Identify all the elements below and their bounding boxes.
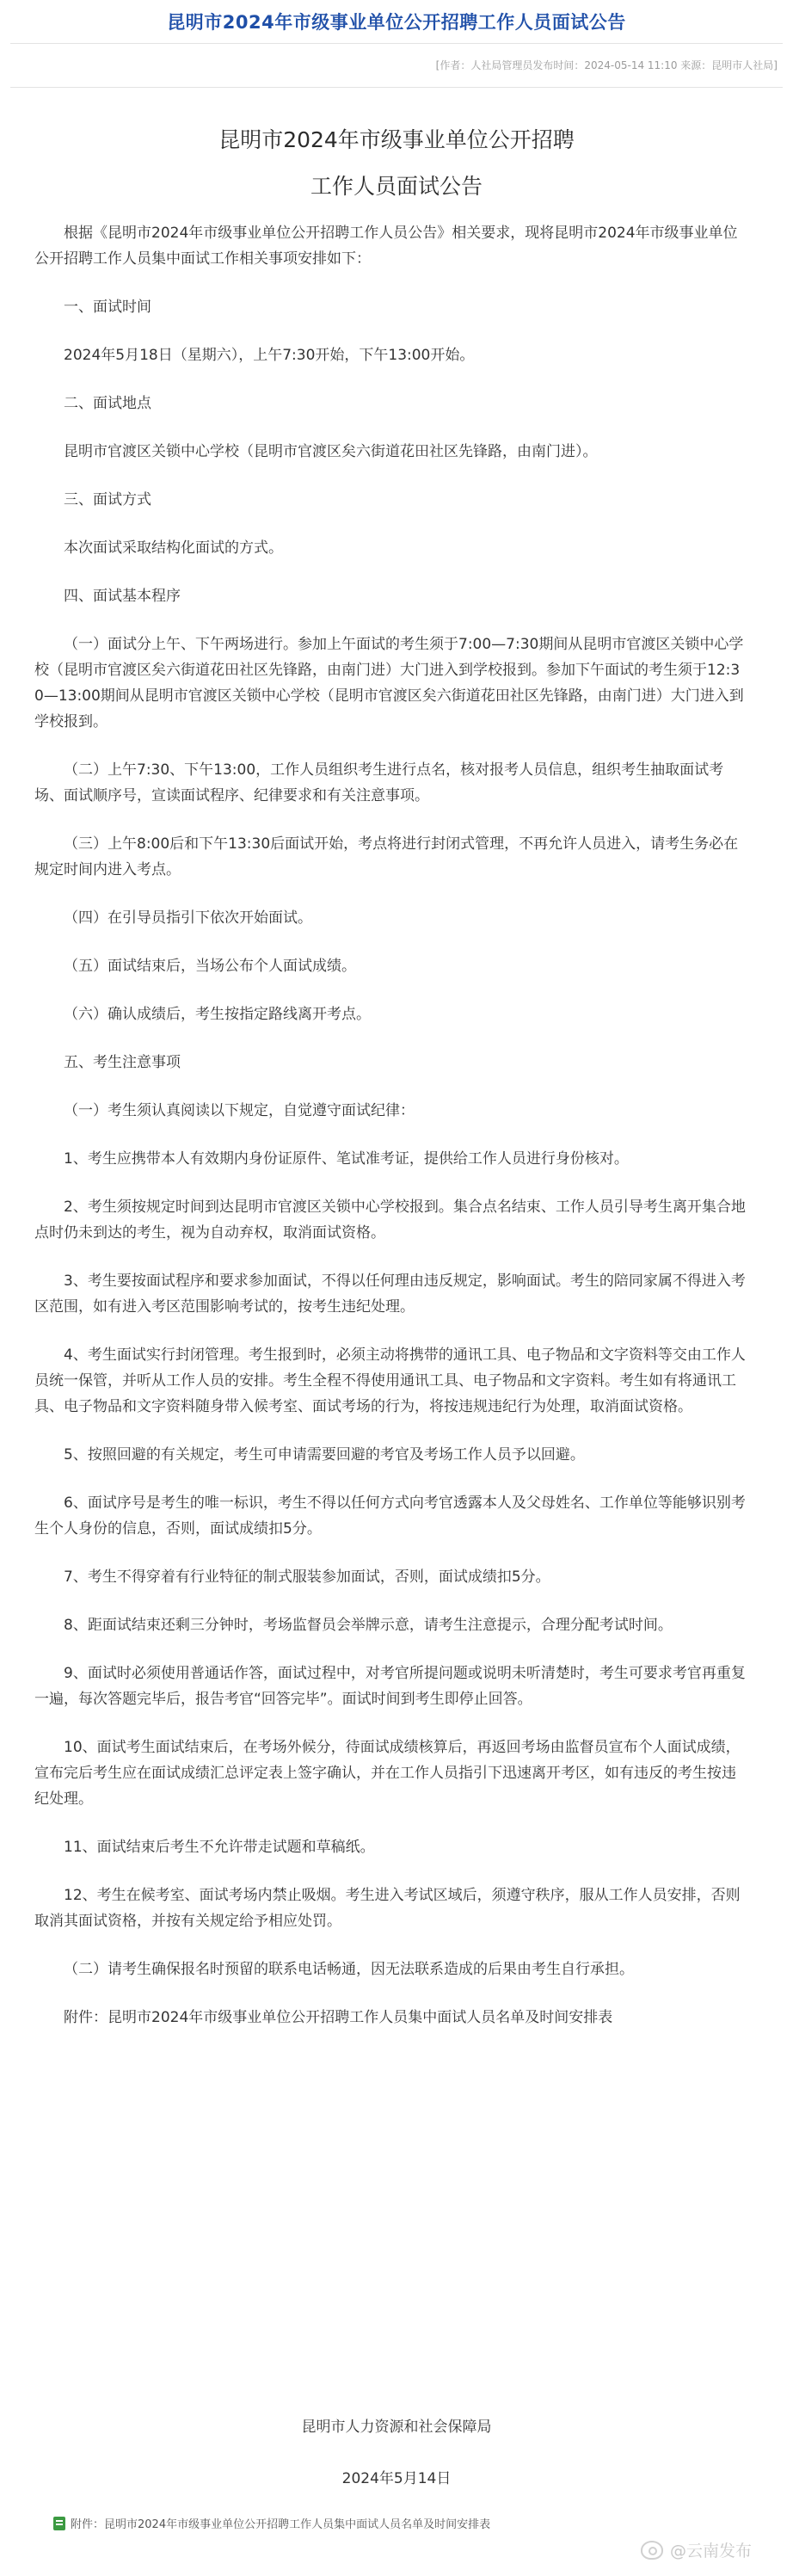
attachment-link[interactable] bbox=[53, 2515, 490, 2531]
article-paragraph: 二、面试地点 bbox=[64, 395, 151, 412]
page-header-title: 昆明市2024年市级事业单位公开招聘工作人员面试公告 bbox=[167, 12, 626, 33]
article-paragraph: （二）上午7:30、下午13:00，工作人员组织考生进行点名，核对报考人员信息，组织考生抽取面试考场、面试顺序号，宣读面试程序、纪律要求和有关注意事项。 bbox=[34, 761, 724, 804]
article-paragraph: 一、面试时间 bbox=[64, 299, 151, 316]
article-paragraph: 1、考生应携带本人有效期内身份证原件、笔试准考证，提供给工作人员进行身份核对。 bbox=[64, 1150, 629, 1168]
article-title-line1: 昆明市2024年市级事业单位公开招聘 bbox=[218, 127, 575, 152]
article-meta-bar bbox=[10, 43, 783, 88]
article-paragraph: （一）面试分上午、下午两场进行。参加上午面试的考生须于7:00—7:30期间从昆明市官渡区关锁中心学校（昆明市官渡区矣六街道花田社区先锋路，由南门进）大门进入到学校报到。参加下午面试的考生须于12:30—13:00期间从昆明市官渡区关锁中心学校（昆明市官渡区矣六街道花田社区先锋路，由南门进）大门进入到学校报到。 bbox=[34, 636, 744, 730]
article-title bbox=[0, 117, 793, 210]
article-paragraph: 8、距面试结束还剩三分钟时，考场监督员会举牌示意，请考生注意提示，合理分配考试时间。 bbox=[64, 1617, 673, 1634]
article-paragraph: （一）考生须认真阅读以下规定，自觉遵守面试纪律： bbox=[64, 1102, 415, 1119]
article-paragraph: 五、考生注意事项 bbox=[64, 1054, 181, 1071]
watermark bbox=[641, 2538, 752, 2561]
article-paragraph: 12、考生在候考室、面试考场内禁止吸烟。考生进入考试区域后，须遵守秩序，服从工作人员安排，否则取消其面试资格，并按有关规定给予相应处罚。 bbox=[34, 1887, 741, 1930]
article-paragraph: （二）请考生确保报名时预留的联系电话畅通，因无法联系造成的后果由考生自行承担。 bbox=[64, 1961, 634, 1978]
signature-org: 昆明市人力资源和社会保障局 bbox=[301, 2419, 492, 2436]
page-header bbox=[0, 0, 793, 43]
article-paragraph: 11、面试结束后考生不允许带走试题和草稿纸。 bbox=[64, 1839, 375, 1856]
article-paragraph: 9、面试时必须使用普通话作答，面试过程中，对考官所提问题或说明未听清楚时，考生可要求考官再重复一遍，每次答题完毕后，报告考官“回答完毕”。面试时间到考生即停止回答。 bbox=[34, 1665, 746, 1708]
watermark-text: @云南发布 bbox=[669, 2542, 752, 2561]
article-paragraph: （三）上午8:00后和下午13:30后面试开始，考点将进行封闭式管理，不再允许人员进入，请考生务必在规定时间内进入考点。 bbox=[34, 835, 739, 878]
article-paragraph: 三、面试方式 bbox=[64, 491, 151, 508]
article-paragraph: 2024年5月18日（星期六），上午7:30开始，下午13:00开始。 bbox=[64, 347, 475, 364]
weibo-icon bbox=[641, 2541, 663, 2560]
article-paragraph: 3、考生要按面试程序和要求参加面试，不得以任何理由违反规定，影响面试。考生的陪同家属不得进入考区范围，如有进入考区范围影响考试的，按考生违纪处理。 bbox=[34, 1273, 746, 1316]
signature-date: 2024年5月14日 bbox=[341, 2470, 452, 2487]
article-paragraph: 4、考生面试实行封闭管理。考生报到时，必须主动将携带的通讯工具、电子物品和文字资料等交由工作人员统一保管，并听从工作人员的安排。考生全程不得使用通讯工具、电子物品和文字资料。考生如有将通讯工具、电子物品和文字资料随身带入候考室、面试考场的行为，将按违规违纪行为处理，取消面试资格。 bbox=[34, 1347, 746, 1415]
article-paragraph: 本次面试采取结构化面试的方式。 bbox=[64, 539, 283, 557]
article-paragraph: 5、按照回避的有关规定，考生可申请需要回避的考官及考场工作人员予以回避。 bbox=[64, 1446, 585, 1464]
article-paragraph: 6、面试序号是考生的唯一标识，考生不得以任何方式向考官透露本人及父母姓名、工作单位等能够识别考生个人身份的信息，否则，面试成绩扣5分。 bbox=[34, 1494, 746, 1538]
article-title-line2: 工作人员面试公告 bbox=[310, 174, 483, 199]
article-paragraph: 昆明市官渡区关锁中心学校（昆明市官渡区矣六街道花田社区先锋路，由南门进）。 bbox=[64, 443, 598, 460]
article-paragraph: （六）确认成绩后，考生按指定路线离开考点。 bbox=[64, 1006, 371, 1023]
attachment-note: 附件：昆明市2024年市级事业单位公开招聘工作人员集中面试人员名单及时间安排表 bbox=[64, 2009, 613, 2026]
article-paragraph: 7、考生不得穿着有行业特征的制式服装参加面试，否则，面试成绩扣5分。 bbox=[64, 1568, 550, 1586]
article-meta: [作者：人社局管理员发布时间：2024-05-14 11:10 来源：昆明市人社局] bbox=[435, 59, 778, 71]
attachment-link-text[interactable]: 附件：昆明市2024年市级事业单位公开招聘工作人员集中面试人员名单及时间安排表 bbox=[71, 2518, 491, 2531]
article-body bbox=[34, 220, 748, 2031]
article-paragraph: （五）面试结束后，当场公布个人面试成绩。 bbox=[64, 958, 356, 975]
article-paragraph: 10、面试考生面试结束后，在考场外候分，待面试成绩核算后，再返回考场由监督员宣布个人面试成绩，宣布完后考生应在面试成绩汇总评定表上签字确认，并在工作人员指引下迅速离开考区，如有违反的考生按违纪处理。 bbox=[34, 1739, 741, 1808]
file-icon bbox=[53, 2517, 65, 2530]
article-paragraph: 根据《昆明市2024年市级事业单位公开招聘工作人员公告》相关要求，现将昆明市2024年市级事业单位公开招聘工作人员集中面试工作相关事项安排如下： bbox=[34, 225, 738, 268]
article-paragraph: 四、面试基本程序 bbox=[64, 588, 181, 605]
article-paragraph: （四）在引导员指引下依次开始面试。 bbox=[64, 909, 312, 927]
article-paragraph: 2、考生须按规定时间到达昆明市官渡区关锁中心学校报到。集合点名结束、工作人员引导考生离开集合地点时仍未到达的考生，视为自动弃权，取消面试资格。 bbox=[34, 1199, 746, 1242]
